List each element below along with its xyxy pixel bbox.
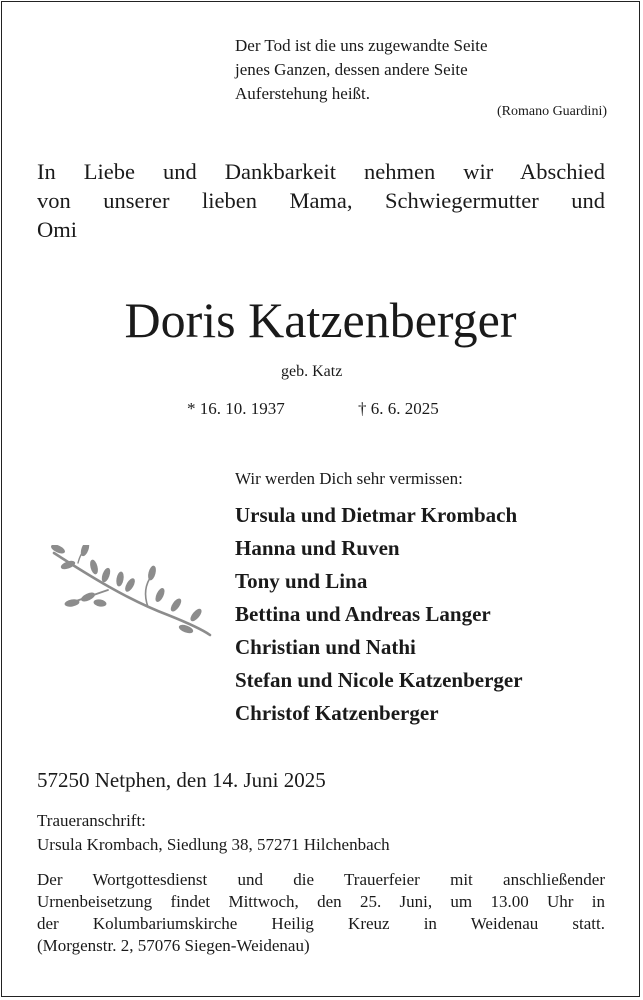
quote-line: jenes Ganzen, dessen andere Seite xyxy=(235,60,468,79)
intro-line: Omi xyxy=(37,217,78,242)
service-line: Der Wortgottesdienst und die Trauerfeier mit anschließender xyxy=(37,870,605,889)
death-date: † 6. 6. 2025 xyxy=(358,399,439,418)
list-item: Christof Katzenberger xyxy=(235,701,439,725)
place-date: 57250 Netphen, den 14. Juni 2025 xyxy=(37,768,326,792)
address-label: Traueranschrift: xyxy=(37,811,146,830)
list-item: Stefan und Nicole Katzenberger xyxy=(235,668,523,692)
quote-line: Der Tod ist die uns zugewandte Seite xyxy=(235,36,488,55)
list-item: Tony und Lina xyxy=(235,569,368,593)
quote-line: Auferstehung heißt. xyxy=(235,84,371,103)
intro-line: von unserer lieben Mama, Schwiegermutter und xyxy=(37,188,605,213)
list-item: Bettina und Andreas Langer xyxy=(235,602,491,626)
service-line: der Kolumbariumskirche Heilig Kreuz in Weidenau statt. xyxy=(37,914,605,933)
intro-text xyxy=(37,157,605,244)
intro-line: In Liebe und Dankbarkeit nehmen wir Abschied xyxy=(37,159,605,184)
list-item: Christian und Nathi xyxy=(235,635,416,659)
quote-author: (Romano Guardini) xyxy=(496,104,607,119)
list-item: Ursula und Dietmar Krombach xyxy=(235,503,518,527)
list-item: Hanna und Ruven xyxy=(235,536,400,560)
service-line: Urnenbeisetzung findet Mittwoch, den 25. Juni, um 13.00 Uhr in xyxy=(37,892,605,911)
birth-date: * 16. 10. 1937 xyxy=(187,399,285,418)
olive-branch-icon xyxy=(48,545,214,640)
quote xyxy=(235,34,565,106)
mourners-list xyxy=(235,499,523,730)
birth-name: geb. Katz xyxy=(281,363,343,380)
address-value: Ursula Krombach, Siedlung 38, 57271 Hilchenbach xyxy=(37,835,390,854)
mourners-heading: Wir werden Dich sehr vermissen: xyxy=(235,469,463,488)
service-info xyxy=(37,869,605,957)
deceased-name: Doris Katzenberger xyxy=(124,292,517,348)
service-line: (Morgenstr. 2, 57076 Siegen-Weidenau) xyxy=(37,936,310,955)
